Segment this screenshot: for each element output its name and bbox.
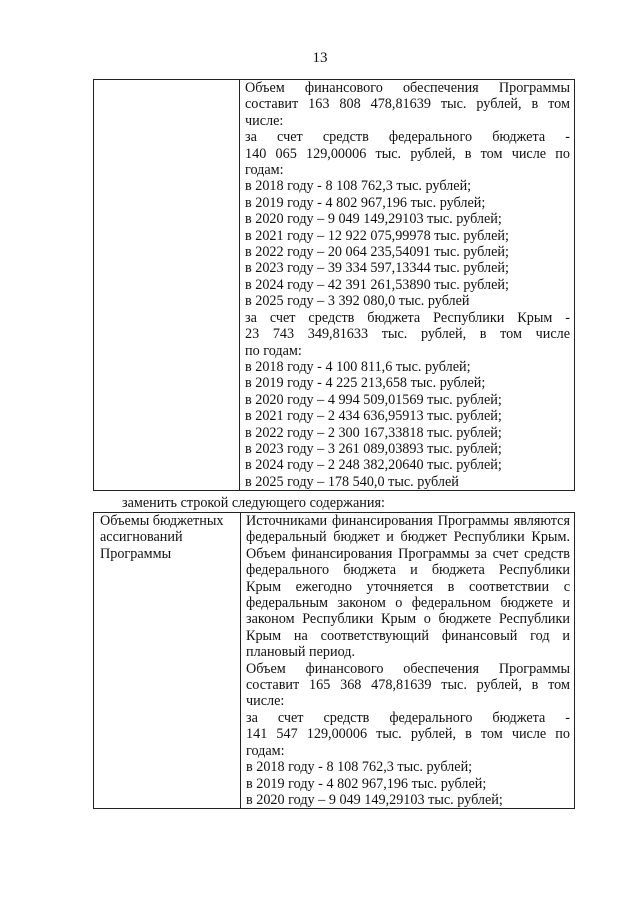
text-line: 141 547 129,00006 тыс. рублей, в том числе по	[246, 726, 570, 743]
text-line: федеральный бюджет и бюджет Республики Крым.	[246, 529, 570, 546]
replace-instruction: заменить строкой следующего содержания:	[122, 495, 385, 511]
text-line: в 2021 году – 2 434 636,95913 тыс. рублей;	[245, 408, 502, 425]
text-line: в 2023 году – 3 261 089,03893 тыс. рублей;	[245, 440, 502, 457]
text-line: в 2019 году - 4 802 967,196 тыс. рублей;	[246, 775, 487, 792]
page-number: 13	[312, 50, 328, 66]
text-line: за счет средств федерального бюджета -	[246, 709, 570, 726]
text-line: в 2020 году – 9 049 149,29103 тыс. рублей;	[245, 211, 502, 228]
table-cell-left-empty	[94, 80, 240, 491]
text-line: в 2025 году – 178 540,0 тыс. рублей	[245, 473, 459, 490]
text-line: Крым ежегодно уточняется в соответствии с	[246, 578, 570, 595]
text-line: в 2023 году – 39 334 597,13344 тыс. рублей;	[245, 260, 509, 277]
text-line: в 2020 году – 4 994 509,01569 тыс. рублей;	[245, 391, 502, 408]
text-line: Источниками финансирования Программы являются	[246, 513, 570, 529]
text-line: за счет средств федерального бюджета -	[245, 129, 570, 146]
table-row	[94, 513, 575, 809]
text-line: в 2018 году - 8 108 762,3 тыс. рублей;	[245, 178, 472, 195]
table-cell-left	[94, 513, 241, 809]
text-line: Объем финансирования Программы за счет средств	[246, 545, 570, 562]
text-line: за счет средств бюджета Республики Крым -	[245, 309, 570, 326]
table-cell-right	[241, 513, 575, 809]
text-line: плановый период.	[246, 644, 356, 661]
section-label	[100, 513, 236, 562]
text-line: в 2020 году – 9 049 149,29103 тыс. рублей;	[246, 791, 503, 808]
old-funding-text	[245, 80, 570, 490]
text-line: числе:	[245, 112, 284, 129]
text-line: годам:	[245, 162, 284, 179]
table-row	[94, 80, 575, 491]
text-line: Крым на соответствующий финансовый год и	[246, 627, 570, 644]
text-line: ассигнований	[100, 529, 183, 546]
text-line: в 2018 году - 4 100 811,6 тыс. рублей;	[245, 358, 471, 375]
text-line: составит 163 808 478,81639 тыс. рублей, в том	[245, 96, 570, 113]
text-line: в 2024 году – 2 248 382,20640 тыс. рублей;	[245, 457, 502, 474]
text-line: в 2024 году – 42 391 261,53890 тыс. рублей;	[245, 276, 509, 293]
text-line: 23 743 349,81633 тыс. рублей, в том числе	[245, 326, 570, 343]
text-line: 140 065 129,00006 тыс. рублей, в том числе по	[245, 145, 570, 162]
funding-table-new	[93, 512, 575, 809]
text-line: законом Республики Крым о бюджете Республики	[246, 611, 570, 628]
text-line: Программы	[100, 545, 172, 562]
text-line: в 2021 году – 12 922 075,99978 тыс. рублей;	[245, 227, 509, 244]
table-cell-right	[240, 80, 575, 491]
text-line: годам:	[246, 742, 285, 759]
funding-table-old	[93, 79, 575, 491]
text-line: числе:	[246, 693, 285, 710]
text-line: Объемы бюджетных	[100, 513, 224, 529]
text-line: в 2019 году - 4 225 213,658 тыс. рублей;	[245, 375, 486, 392]
new-funding-text	[246, 513, 570, 808]
text-line: в 2025 году – 3 392 080,0 тыс. рублей	[245, 293, 470, 310]
text-line: по годам:	[245, 342, 302, 359]
text-line: в 2022 году – 20 064 235,54091 тыс. рублей;	[245, 244, 509, 261]
text-line: составит 165 368 478,81639 тыс. рублей, в том	[246, 677, 570, 694]
text-line: Объем финансового обеспечения Программы	[246, 660, 570, 677]
text-line: в 2019 году - 4 802 967,196 тыс. рублей;	[245, 194, 486, 211]
text-line: федерального бюджета и бюджета Республики	[246, 562, 570, 579]
text-line: в 2022 году – 2 300 167,33818 тыс. рублей;	[245, 424, 502, 441]
text-line: федеральным законом о федеральном бюджете и	[246, 595, 570, 612]
text-line: Объем финансового обеспечения Программы	[245, 80, 570, 96]
text-line: в 2018 году - 8 108 762,3 тыс. рублей;	[246, 759, 473, 776]
